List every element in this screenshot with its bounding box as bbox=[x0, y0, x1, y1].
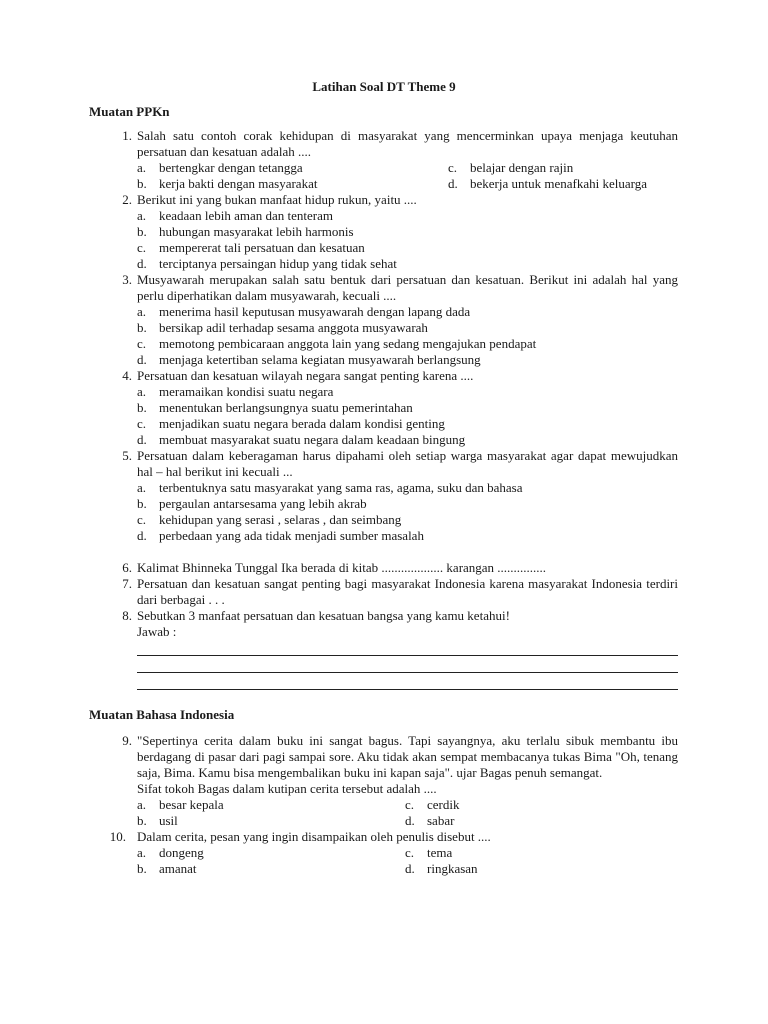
option-a: a. keadaan lebih aman dan tenteram bbox=[137, 208, 333, 223]
option-c: c. memotong pembicaraan anggota lain yang sedang mengajukan pendapat bbox=[137, 336, 537, 351]
answer-line bbox=[137, 674, 678, 690]
option-d: d. menjaga ketertiban selama kegiatan musyawarah berlangsung bbox=[137, 352, 481, 367]
option-c: c. cerdik bbox=[405, 797, 460, 812]
option-a: a. menerima hasil keputusan musyawarah dengan lapang dada bbox=[137, 304, 471, 319]
question-text: Berikut ini yang bukan manfaat hidup rukun, yaitu .... bbox=[137, 192, 417, 207]
question-number: 3. bbox=[122, 272, 132, 287]
question-2 bbox=[112, 192, 678, 208]
option-d: d. bekerja untuk menafkahi keluarga bbox=[448, 176, 647, 191]
question-text: Persatuan dalam keberagaman harus dipahami oleh setiap warga masyarakat agar dapat mewujudkan hal – hal berikut ini kecuali ... bbox=[137, 448, 678, 479]
option-b: b. usil bbox=[137, 813, 178, 828]
document-title: Latihan Soal DT Theme 9 bbox=[312, 79, 456, 94]
question-text: Sifat tokoh Bagas dalam kutipan cerita tersebut adalah .... bbox=[137, 781, 437, 796]
section-heading-ppkn: Muatan PPKn bbox=[89, 104, 170, 119]
answer-line bbox=[137, 657, 678, 673]
question-number: 1. bbox=[122, 128, 132, 143]
question-number: 10. bbox=[109, 829, 126, 844]
option-b: b. menentukan berlangsungnya suatu pemerintahan bbox=[137, 400, 413, 415]
question-number: 9. bbox=[122, 733, 132, 748]
question-10 bbox=[109, 829, 678, 845]
option-b: b. kerja bakti dengan masyarakat bbox=[137, 176, 318, 191]
question-2-options bbox=[137, 208, 678, 272]
question-passage: "Sepertinya cerita dalam buku ini sangat bagus. Tapi sayangnya, aku terlalu sibuk membantu ibu berdagang di pasar dari pagi sampai sore. Aku tidak akan sempat membacanya tukas Bima "Oh, tenang saja, Bima. Kamu bisa mengembalikan buku ini kapan saja". ujar Bagas penuh semangat. bbox=[137, 733, 678, 780]
question-text: Salah satu contoh corak kehidupan di masyarakat yang mencerminkan upaya menjaga keutuhan persatuan dan kesatuan adalah .... bbox=[137, 128, 678, 159]
question-text: Sebutkan 3 manfaat persatuan dan kesatuan bangsa yang kamu ketahui! bbox=[137, 608, 510, 623]
answer-line bbox=[137, 640, 678, 656]
option-a: a. dongeng bbox=[137, 845, 204, 860]
option-d: d. ringkasan bbox=[405, 861, 478, 876]
question-text: Persatuan dan kesatuan wilayah negara sangat penting karena .... bbox=[137, 368, 474, 383]
question-5 bbox=[112, 448, 678, 480]
ppkn-questions bbox=[112, 128, 678, 691]
question-5-options bbox=[137, 480, 678, 544]
option-a: a. terbentuknya satu masyarakat yang sama ras, agama, suku dan bahasa bbox=[137, 480, 523, 495]
option-b: b. amanat bbox=[137, 861, 197, 876]
question-9-options bbox=[137, 797, 678, 829]
option-b: b. hubungan masyarakat lebih harmonis bbox=[137, 224, 354, 239]
question-number: 2. bbox=[122, 192, 132, 207]
option-b: b. bersikap adil terhadap sesama anggota musyawarah bbox=[137, 320, 428, 335]
question-number: 4. bbox=[122, 368, 132, 383]
question-text: Kalimat Bhinneka Tunggal Ika berada di kitab ................... karangan ............... bbox=[137, 560, 547, 575]
question-1-options bbox=[137, 160, 678, 192]
question-7 bbox=[112, 576, 678, 608]
question-number: 8. bbox=[122, 608, 132, 623]
option-c: c. menjadikan suatu negara berada dalam kondisi genting bbox=[137, 416, 445, 431]
question-text: Persatuan dan kesatuan sangat penting bagi masyarakat Indonesia karena masyarakat Indonesia terdiri dari berbagai . . . bbox=[137, 576, 678, 607]
question-number: 7. bbox=[122, 576, 132, 591]
answer-lines bbox=[137, 640, 678, 690]
question-3-options bbox=[137, 304, 678, 368]
bahasa-questions bbox=[109, 733, 678, 877]
question-number: 6. bbox=[122, 560, 132, 575]
option-a: a. bertengkar dengan tetangga bbox=[137, 160, 303, 175]
question-10-options bbox=[137, 845, 678, 877]
option-b: b. pergaulan antarsesama yang lebih akrab bbox=[137, 496, 367, 511]
question-number: 5. bbox=[122, 448, 132, 463]
option-c: c. tema bbox=[405, 845, 453, 860]
question-6 bbox=[112, 560, 678, 576]
option-c: c. mempererat tali persatuan dan kesatuan bbox=[137, 240, 365, 255]
option-a: a. besar kepala bbox=[137, 797, 224, 812]
question-4-options bbox=[137, 384, 678, 448]
answer-label: Jawab : bbox=[137, 624, 177, 639]
option-a: a. meramaikan kondisi suatu negara bbox=[137, 384, 334, 399]
option-c: c. belajar dengan rajin bbox=[448, 160, 574, 175]
question-text: Dalam cerita, pesan yang ingin disampaikan oleh penulis disebut .... bbox=[137, 829, 491, 844]
question-3 bbox=[112, 272, 678, 304]
option-d: d. sabar bbox=[405, 813, 455, 828]
question-1 bbox=[112, 128, 678, 160]
option-c: c. kehidupan yang serasi , selaras , dan seimbang bbox=[137, 512, 402, 527]
question-9 bbox=[112, 733, 678, 797]
option-d: d. membuat masyarakat suatu negara dalam keadaan bingung bbox=[137, 432, 466, 447]
option-d: d. perbedaan yang ada tidak menjadi sumber masalah bbox=[137, 528, 424, 543]
question-text: Musyawarah merupakan salah satu bentuk dari persatuan dan kesatuan. Berikut ini adalah hal yang perlu diperhatikan dalam musyawarah, kecuali .... bbox=[137, 272, 678, 303]
question-4 bbox=[112, 368, 678, 384]
option-d: d. terciptanya persaingan hidup yang tidak sehat bbox=[137, 256, 397, 271]
section-heading-bahasa-indonesia: Muatan Bahasa Indonesia bbox=[89, 707, 235, 722]
question-8 bbox=[112, 608, 678, 640]
